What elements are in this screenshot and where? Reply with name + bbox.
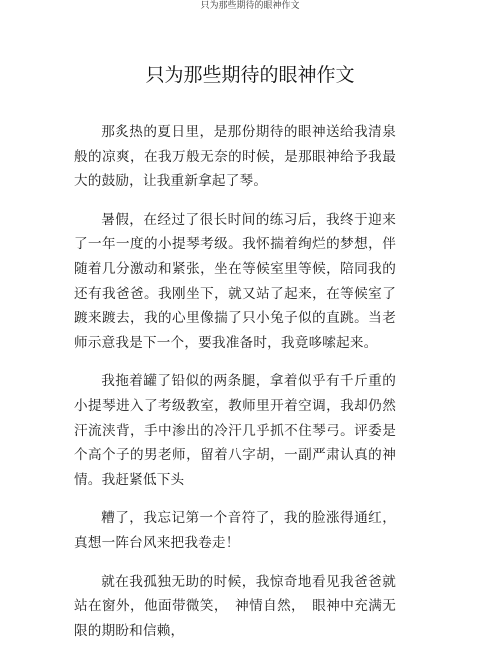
paragraph: 我拖着罐了铅似的两条腿，拿着似乎有千斤重的小提琴进入了考级教室，教师里开着空调，我却仍然汗流浃背，手中渗出的冷汗几乎抓不住琴弓。评委是个高个子的男老师，留着八字胡，一副严肃认真的神情。我赶紧低下头 [74,373,396,488]
document-title: 只为那些期待的眼神作文 [145,64,355,86]
document-body [74,120,396,657]
paragraph: 暑假，在经过了很长时间的练习后，我终于迎来了一年一度的小提琴考级。我怀揣着绚烂的梦想，伴随着几分激动和紧张，坐在等候室里等候，陪同我的还有我爸爸。我刚坐下，就又站了起来，在等候室了踱来踱去，我的心里像揣了只小兔子似的直跳。当老师示意我是下一个，要我准备时，我竟哆嗦起来。 [74,211,396,351]
paragraph: 那炙热的夏日里，是那份期待的眼神送给我清泉般的凉爽，在我万般无奈的时候，是那眼神给予我最大的鼓励，让我重新拿起了琴。 [74,124,396,190]
paragraph: 糟了，我忘记第一个音符了，我的脸涨得通红，真想一阵台风来把我卷走！ [74,510,396,551]
paragraph: 就在我孤独无助的时候，我惊奇地看见我爸爸就站在窗外，他面带微笑， 神情自然， 眼神中充满无限的期盼和信赖， [74,573,396,639]
running-header: 只为那些期待的眼神作文 [200,1,300,11]
